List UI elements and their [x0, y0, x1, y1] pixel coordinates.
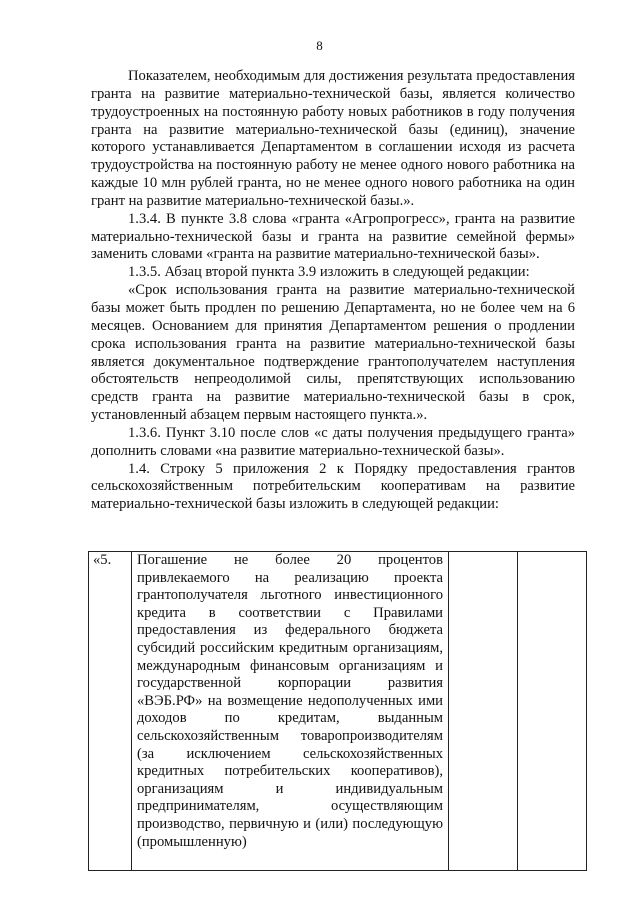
- appendix-table: [88, 551, 587, 871]
- paragraph-1-4: 1.4. Строку 5 приложения 2 к Порядку предоставления грантов сельскохозяйственным потребительским кооперативам на развитие материально-технической базы изложить в следующей редакции:: [91, 460, 575, 513]
- table-cell-number: «5.: [89, 552, 132, 871]
- table-cell-text: Погашение не более 20 процентов привлекаемого на реализацию проекта грантополучателя льготного инвестиционного кредита в соответствии с Правилами предоставления из федерального бюджета субсидий российским кредитным организациям, международным финансовым организациям и государственной корпорации развития «ВЭБ.РФ» на возмещение недополученных ими доходов по кредитам, выданным сельскохозяйственным товаропроизводителям (за исключением сельскохозяйственных кредитных потребительских кооперативов), организациям и индивидуальным предпринимателям, осуществляющим производство, первичную и (или) последующую (промышленную): [132, 552, 449, 871]
- paragraph-1-3-4: 1.3.4. В пункте 3.8 слова «гранта «Агропрогресс», гранта на развитие материально-технической базы и гранта на развитие семейной фермы» заменить словами «гранта на развитие материально-технической базы».: [91, 210, 575, 263]
- table-cell-empty: [518, 552, 587, 871]
- table-cell-empty: [449, 552, 518, 871]
- table-row: [89, 552, 587, 871]
- paragraph-1-3-5: 1.3.5. Абзац второй пункта 3.9 изложить в следующей редакции:: [128, 264, 530, 281]
- paragraph-new-edition: «Срок использования гранта на развитие материально-технической базы может быть продлен по решению Департамента, но не более чем на 6 месяцев. Основанием для принятия Департаментом решения о продлении срока использования гранта на развитие материально-технической базы является документальное подтверждение грантополучателем наступления обстоятельств непреодолимой силы, препятствующих использованию средств гранта на развитие материально-технической базы в срок, установленный абзацем первым настоящего пункта.».: [91, 282, 575, 424]
- page-number: 8: [316, 38, 323, 53]
- document-body: [91, 68, 575, 514]
- paragraph-1-3-6: 1.3.6. Пункт 3.10 после слов «с даты получения предыдущего гранта» дополнить словами «на развитие материально-технической базы».: [91, 424, 575, 459]
- paragraph-indicator: Показателем, необходимым для достижения результата предоставления гранта на развитие материально-технической базы, является количество трудоустроенных на постоянную работу новых работников в году получения гранта на развитие материально-технической базы (единиц), значение которого устанавливается Департаментом в соглашении исходя из расчета трудоустройства на постоянную работу не менее одного нового работника на каждые 10 млн рублей гранта, но не менее одного нового работника на один грант на развитие материально-технической базы.».: [91, 68, 575, 209]
